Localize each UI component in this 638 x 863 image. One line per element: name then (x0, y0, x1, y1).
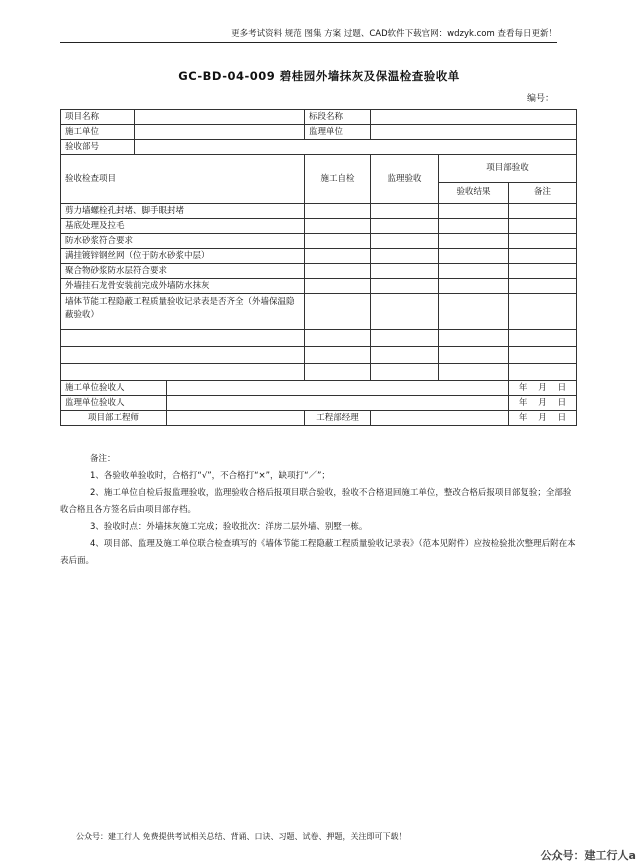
day-label: 日 (557, 382, 567, 393)
result-cell[interactable] (439, 264, 509, 279)
site-header: 更多考试资料 规范 图集 方案 过题、CAD软件下载官网：wdzyk.com 查看每日更新！ (60, 26, 557, 43)
result-cell[interactable] (439, 330, 509, 347)
supervision-acceptor-label: 监理单位验收人 (61, 396, 167, 411)
supervision-check-cell[interactable] (371, 294, 439, 330)
item-label: 防水砂浆符合要求 (61, 234, 305, 249)
engineering-manager-label: 工程部经理 (305, 411, 371, 426)
date-field[interactable] (509, 411, 577, 426)
table-row (61, 330, 577, 347)
table-row (61, 204, 577, 219)
remarks-cell[interactable] (509, 234, 577, 249)
note-3: 3、验收时点：外墙抹灰施工完成；验收批次：洋房二层外墙、别墅一栋。 (90, 522, 368, 532)
supervision-check-cell[interactable] (371, 219, 439, 234)
table-row (61, 219, 577, 234)
year-label: 年 (518, 382, 528, 393)
result-cell[interactable] (439, 234, 509, 249)
construction-unit-label: 施工单位 (61, 125, 135, 140)
construction-unit-field[interactable] (135, 125, 305, 140)
item-label: 满挂镀锌钢丝网（位于防水砂浆中层） (61, 249, 305, 264)
section-name-label: 标段名称 (305, 110, 371, 125)
supervision-check-cell[interactable] (371, 264, 439, 279)
construction-check-cell[interactable] (305, 219, 371, 234)
table-row (61, 294, 577, 330)
empty-item-cell[interactable] (61, 364, 305, 381)
item-label: 墙体节能工程隐蔽工程质量验收记录表是否齐全（外墙保温隐蔽验收） (61, 294, 305, 330)
table-row (61, 347, 577, 364)
project-engineer-signature[interactable] (167, 411, 305, 426)
table-row (61, 234, 577, 249)
remarks-cell[interactable] (509, 364, 577, 381)
month-label: 月 (538, 412, 547, 423)
construction-check-header: 施工自检 (305, 155, 371, 204)
supervision-check-cell[interactable] (371, 364, 439, 381)
note-4: 4、项目部、监理及施工单位联合检查填写的《墙体节能工程隐蔽工程质量验收记录表》（范本见附件）应按检验批次整理后附在本表后面。 (60, 539, 576, 566)
date-field[interactable] (509, 381, 577, 396)
item-header: 验收检查项目 (61, 155, 305, 204)
acceptance-table (60, 109, 577, 426)
construction-check-cell[interactable] (305, 264, 371, 279)
year-label: 年 (518, 397, 528, 408)
supervision-check-cell[interactable] (371, 330, 439, 347)
month-label: 月 (538, 397, 547, 408)
result-cell[interactable] (439, 249, 509, 264)
engineering-manager-signature[interactable] (371, 411, 509, 426)
signature-row (61, 381, 577, 396)
watermark: 公众号：建工行人a (540, 849, 636, 862)
acceptance-part-label: 验收部号 (61, 140, 135, 155)
supervision-check-header: 监理验收 (371, 155, 439, 204)
construction-acceptor-signature[interactable] (167, 381, 509, 396)
signature-row (61, 411, 577, 426)
notes-heading: 备注： (90, 454, 116, 464)
table-row (61, 249, 577, 264)
construction-check-cell[interactable] (305, 234, 371, 249)
footer-text: 公众号：建工行人 免费提供考试相关总结、背诵、口诀、习题、试卷、押题，关注即可下载！ (76, 832, 407, 841)
remarks-cell[interactable] (509, 249, 577, 264)
date-field[interactable] (509, 396, 577, 411)
table-row (61, 364, 577, 381)
table-row (61, 264, 577, 279)
result-cell[interactable] (439, 279, 509, 294)
day-label: 日 (557, 412, 567, 423)
remarks-cell[interactable] (509, 330, 577, 347)
empty-item-cell[interactable] (61, 330, 305, 347)
supervision-unit-field[interactable] (371, 125, 577, 140)
result-header: 验收结果 (439, 182, 509, 203)
supervision-acceptor-signature[interactable] (167, 396, 509, 411)
result-cell[interactable] (439, 204, 509, 219)
item-label: 基底处理及拉毛 (61, 219, 305, 234)
form-title: GC-BD-04-009 碧桂园外墙抹灰及保温检查验收单 (178, 69, 460, 83)
section-name-field[interactable] (371, 110, 577, 125)
signature-row (61, 396, 577, 411)
year-label: 年 (518, 412, 528, 423)
result-cell[interactable] (439, 219, 509, 234)
empty-item-cell[interactable] (61, 347, 305, 364)
remarks-cell[interactable] (509, 264, 577, 279)
project-dept-check-header: 项目部验收 (439, 155, 577, 183)
construction-check-cell[interactable] (305, 279, 371, 294)
item-label: 剪力墙螺栓孔封堵、脚手眼封堵 (61, 204, 305, 219)
acceptance-part-field[interactable] (135, 140, 577, 155)
remarks-cell[interactable] (509, 347, 577, 364)
note-2: 2、施工单位自检后报监理验收，监理验收合格后报项目联合验收，验收不合格退回施工单位，整改合格后报项目部复验；全部验收合格且各方签名后由项目部存档。 (60, 488, 572, 515)
remarks-cell[interactable] (509, 279, 577, 294)
day-label: 日 (557, 397, 567, 408)
supervision-unit-label: 监理单位 (305, 125, 371, 140)
supervision-check-cell[interactable] (371, 204, 439, 219)
supervision-check-cell[interactable] (371, 347, 439, 364)
table-row (61, 279, 577, 294)
project-engineer-label: 项目部工程师 (61, 411, 167, 426)
note-1: 1、各验收单验收时，合格打“√”，不合格打“×”，缺项打“／”； (90, 471, 330, 481)
result-cell[interactable] (439, 364, 509, 381)
construction-check-cell[interactable] (305, 294, 371, 330)
construction-check-cell[interactable] (305, 204, 371, 219)
construction-check-cell[interactable] (305, 347, 371, 364)
remarks-cell[interactable] (509, 294, 577, 330)
remarks-cell[interactable] (509, 204, 577, 219)
item-label: 外墙挂石龙骨安装前完成外墙防水抹灰 (61, 279, 305, 294)
remarks-cell[interactable] (509, 219, 577, 234)
construction-check-cell[interactable] (305, 249, 371, 264)
serial-number-label: 编号： (527, 94, 555, 104)
supervision-check-cell[interactable] (371, 279, 439, 294)
supervision-check-cell[interactable] (371, 234, 439, 249)
remarks-header: 备注 (509, 182, 577, 203)
notes-section (60, 451, 576, 570)
project-name-label: 项目名称 (61, 110, 135, 125)
result-cell[interactable] (439, 294, 509, 330)
supervision-check-cell[interactable] (371, 249, 439, 264)
result-cell[interactable] (439, 347, 509, 364)
construction-acceptor-label: 施工单位验收人 (61, 381, 167, 396)
project-name-field[interactable] (135, 110, 305, 125)
item-label: 聚合物砂浆防水层符合要求 (61, 264, 305, 279)
construction-check-cell[interactable] (305, 330, 371, 347)
construction-check-cell[interactable] (305, 364, 371, 381)
month-label: 月 (538, 382, 547, 393)
